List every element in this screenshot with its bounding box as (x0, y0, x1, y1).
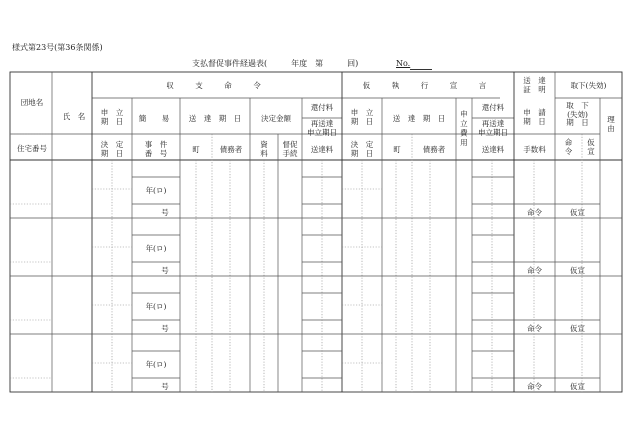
header-kari-shikko: 仮 執 行 宣 言 (362, 81, 494, 90)
row-go: 号 (161, 324, 169, 333)
header-kari-sai-sotatsu: 再送達 申立期日 (478, 119, 508, 137)
row-go: 号 (161, 208, 169, 217)
header-moushitate-kijitsu: 申 立 期 日 (100, 108, 124, 127)
header-kari-sotatsuryo: 送達料 (481, 145, 505, 154)
header-meirei: 命 令 (564, 138, 573, 157)
header-kari-saimusha: 債務者 (422, 145, 446, 154)
row-nen: 年(ロ) (145, 186, 167, 195)
header-kari-moushitate: 申 立 期 日 (350, 108, 374, 127)
row-go: 号 (161, 266, 169, 275)
row-meirei: 命令 (527, 324, 542, 333)
header-jiken-bango: 事 件 番 号 (144, 140, 168, 159)
header-saimusha: 債務者 (219, 145, 243, 154)
header-kari-kettei: 決 定 期 日 (350, 140, 374, 159)
header-sotatsu-kijitsu: 送 達 期 日 (188, 114, 242, 123)
form-title-no: No. (396, 59, 411, 68)
row-karisen: 仮宣 (570, 324, 585, 333)
row-nen: 年(ロ) (145, 302, 167, 311)
header-tesuryo: 手数料 (523, 145, 546, 154)
header-name: 氏 名 (62, 112, 86, 121)
header-kantei: 簡 易 (138, 114, 174, 123)
header-kanpuryo: 還付料 (310, 103, 334, 112)
row-karisen: 仮宣 (570, 382, 585, 391)
row-meirei: 命令 (527, 208, 542, 217)
header-address: 住宅番号 (17, 144, 47, 153)
header-torisage: 取下(失効) (570, 81, 607, 90)
row-karisen: 仮宣 (570, 208, 585, 217)
header-karisen: 仮 宣 (587, 138, 595, 157)
header-group: 団地名 (20, 98, 44, 107)
header-shushi-meirei: 収 支 命 令 (166, 81, 268, 90)
row-nen: 年(ロ) (145, 360, 167, 369)
header-sai-sotatsu: 再送達 申立期日 (307, 119, 337, 137)
header-shiryo: 資 料 (260, 140, 268, 159)
header-sotatsu-shomei: 送 達 証 明 (523, 76, 546, 95)
row-karisen: 仮宣 (570, 266, 585, 275)
row-go: 号 (161, 382, 169, 391)
header-kettei-kingaku: 決定金額 (261, 114, 291, 123)
header-kari-machi: 町 (393, 145, 401, 154)
form-title: 支払督促事件経過表( 年度 第 回) (192, 59, 359, 68)
header-shinsei-kijitsu: 申 請 期 日 (523, 108, 546, 127)
header-machi: 町 (192, 145, 200, 154)
header-kari-kanpuryo: 還付料 (481, 103, 505, 112)
header-kari-sotatsu-kijitsu: 送 達 期 日 (392, 114, 446, 123)
header-riyu: 理 由 (607, 115, 615, 134)
row-nen: 年(ロ) (145, 244, 167, 253)
header-kettei-kijitsu: 決 定 期 日 (100, 140, 124, 159)
form-number: 様式第23号(第36条関係) (12, 43, 103, 52)
row-meirei: 命令 (527, 266, 542, 275)
row-meirei: 命令 (527, 382, 542, 391)
header-tokusoku-tetsuzuki: 督促 手続 (282, 140, 298, 159)
header-moushitate-hiyo: 申立費用 (459, 110, 469, 148)
header-sotatsuryo: 送達料 (310, 145, 334, 154)
header-torisage-kijitsu: 取 下 (失効) 期 日 (566, 101, 589, 128)
